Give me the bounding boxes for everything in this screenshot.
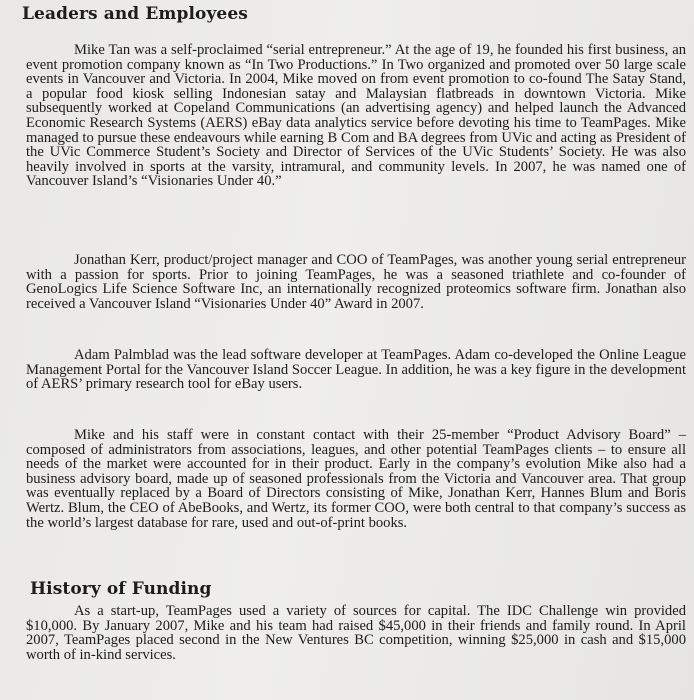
paragraph-advisory-board: Mike and his staff were in constant contact with their 25-member “Product Advisory Board” – composed of administrators from associations, leagues, and other potential TeamPages clients – to ensure all needs of the market were accounted for in their product. Early in the company’s evolution Mike also had a business advisory board, made up of seasoned professionals from the Victoria and Vancouver area. That group was eventually replaced by a Board of Directors consisting of Mike, Jonathan Kerr, Hannes Blum and Boris Wertz. Blum, the CEO of AbeBooks, and Wertz, its former COO, were both central to that company’s success as the world’s largest database for rare, used and out-of-print books. [26,427,686,531]
paragraph-jonathan-kerr: Jonathan Kerr, product/project manager and COO of TeamPages, was another young serial entrepreneur with a passion for sports. Prior to joining TeamPages, he was a seasoned triathlete and co-founder of GenoLogics Life Science Software Inc, an internationally recognized proteomics software firm. Jonathan also received a Vancouver Island “Visionaries Under 40” Award in 2007. [26,252,686,312]
paragraph-adam-palmblad: Adam Palmblad was the lead software developer at TeamPages. Adam co-developed the Online League Management Portal for the Vancouver Island Soccer League. In addition, he was a key figure in the development of AERS’ primary research tool for eBay users. [26,347,686,393]
section-heading-leaders: Leaders and Employees [22,4,248,24]
paragraph-mike-tan: Mike Tan was a self-proclaimed “serial entrepreneur.” At the age of 19, he founded his first business, an event promotion company known as “In Two Productions.” In Two organized and promoted over 50 large scale events in Vancouver and Victoria. In 2004, Mike moved on from event promotion to co-found The Satay Stand, a popular food kiosk selling Indonesian satay and Malaysian flatbreads in downtown Victoria. Mike subsequently worked at Copeland Communications (an advertising agency) and helped launch the Advanced Economic Research Systems (AERS) eBay data analytics service before devoting his time to TeamPages. Mike managed to pursue these endeavours while earning B Com and BA degrees from UVic and acting as President of the UVic Commerce Student’s Society and Director of Services of the UVic Students’ Society. He was also heavily involved in sports at the varsity, intramural, and community levels. In 2007, he was named one of Vancouver Island’s “Visionaries Under 40.” [26,42,686,190]
section-heading-funding: History of Funding [30,579,212,599]
paragraph-funding: As a start-up, TeamPages used a variety of sources for capital. The IDC Challenge win provided $10,000. By January 2007, Mike and his team had raised $45,000 in their friends and family round. In April 2007, TeamPages placed second in the New Ventures BC competition, winning $25,000 in cash and $15,000 worth of in-kind services. [26,603,686,663]
